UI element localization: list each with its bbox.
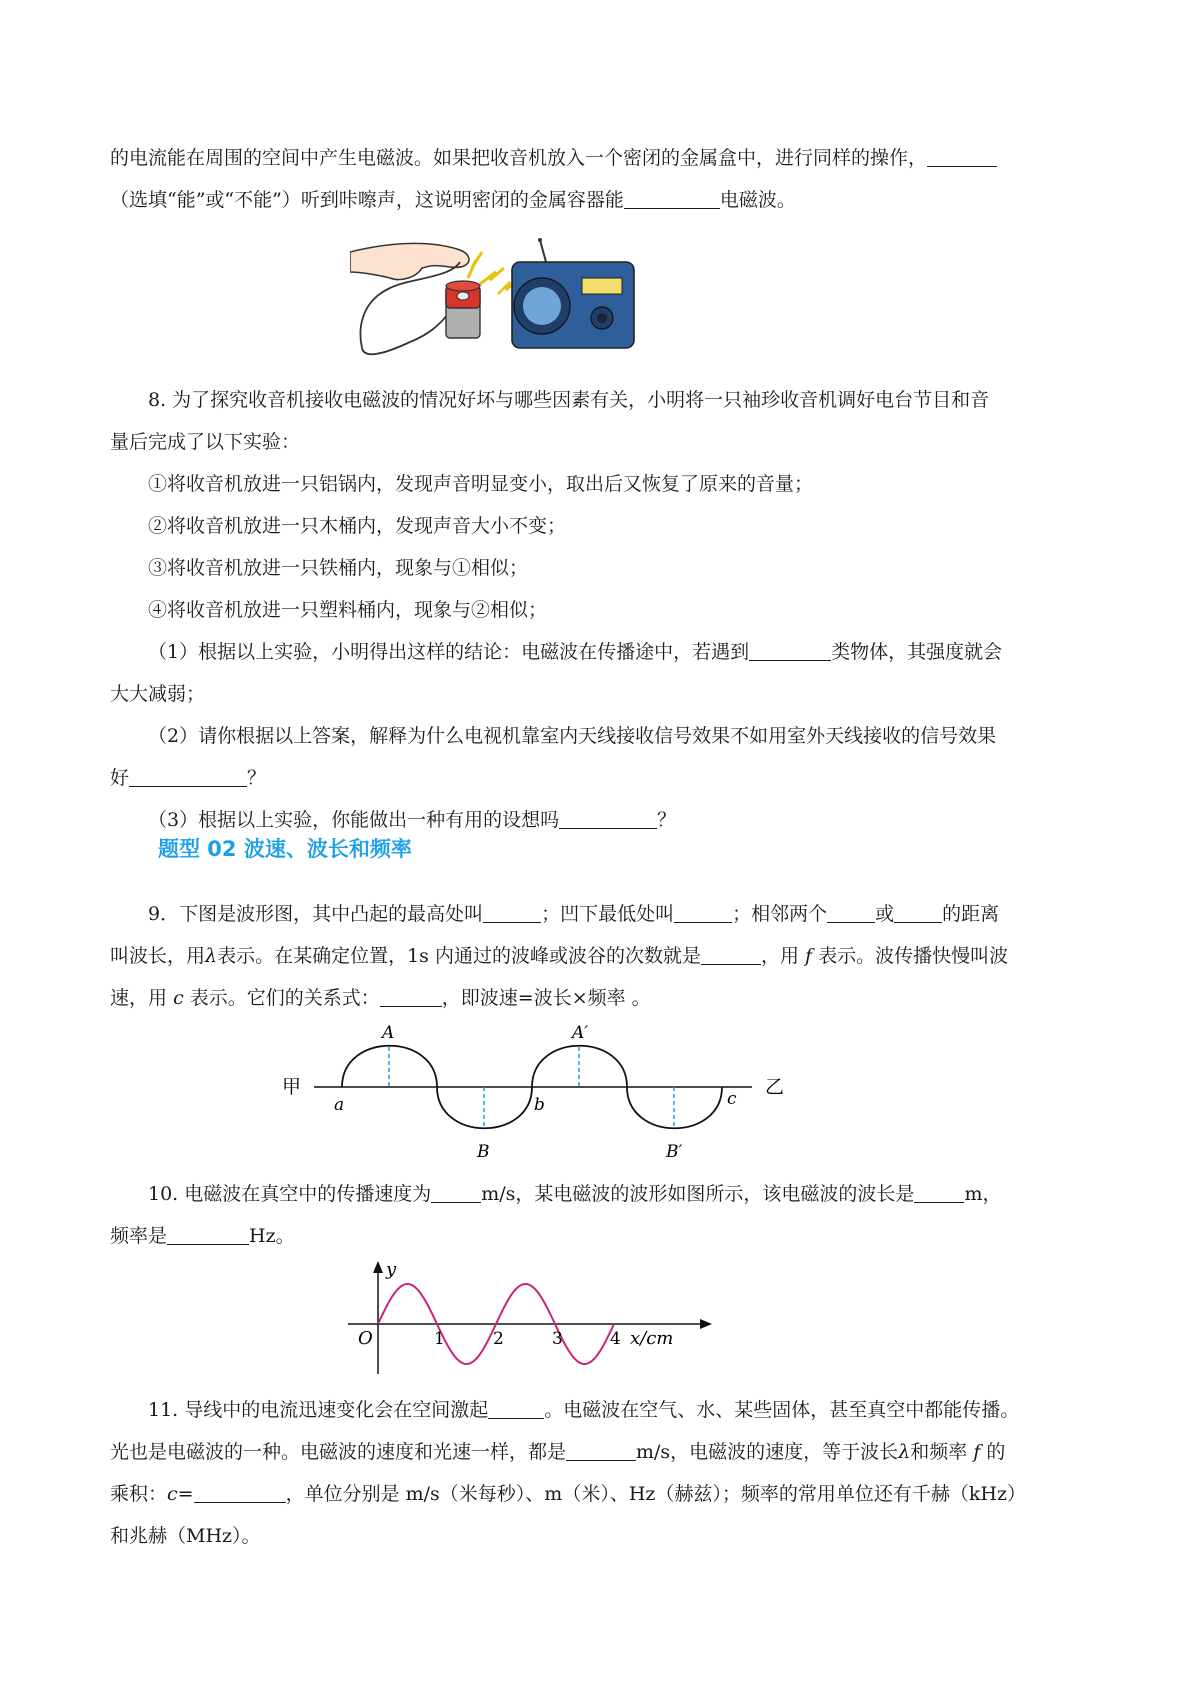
tick-label-1: 1: [434, 1329, 445, 1349]
answer-blank[interactable]: [624, 188, 720, 209]
q10-line-1: 10. 电磁波在真空中的传播速度为 m/s，某电磁波的波形如图所示，该电磁波的波长是 m，: [148, 1183, 1002, 1205]
q8-item-3: ③将收音机放进一只铁桶内，现象与①相似；: [148, 557, 529, 579]
q8-item-1: ①将收音机放进一只铝锅内，发现声音明显变小，取出后又恢复了原来的音量；: [148, 473, 814, 495]
q9-line-2: 叫波长，用λ表示。在某确定位置，1s 内通过的波峰或波谷的次数就是 ，用 f 表示。波传播快慢叫波: [110, 945, 1009, 967]
answer-blank[interactable]: [674, 902, 732, 923]
answer-blank[interactable]: [431, 1182, 481, 1203]
q11-line-3: 乘积：c= ，单位分别是 m/s（米每秒）、m（米）、Hz（赫兹）；频率的常用单位还有千赫（kHz）: [110, 1483, 1026, 1505]
answer-blank[interactable]: [194, 1482, 286, 1503]
section-heading: 题型 02 波速、波长和频率: [158, 837, 412, 861]
q8-sub-1: （1）根据以上实验，小明得出这样的结论：电磁波在传播途中，若遇到 类物体，其强度就会: [148, 641, 1003, 663]
q8-item-2: ②将收音机放进一只木桶内，发现声音大小不变；: [148, 515, 567, 537]
sine-wave-figure: [340, 1258, 740, 1378]
label-left: 甲: [282, 1076, 302, 1098]
q8-stem-line-2: 量后完成了以下实验：: [110, 431, 301, 453]
q9-line-1: 9．下图是波形图，其中凸起的最高处叫 ；凹下最低处叫 ；相邻两个 或 的距离: [148, 903, 1000, 925]
label-B-prime: B′: [666, 1142, 683, 1162]
label-A: A: [382, 1023, 395, 1043]
origin-label: O: [358, 1328, 373, 1349]
q11-line-2: 光也是电磁波的一种。电磁波的速度和光速一样，都是 m/s，电磁波的速度，等于波长λ和频率 f 的: [110, 1441, 1006, 1463]
q9-line-3: 速，用 c 表示。它们的关系式： ，即波速=波长×频率 。: [110, 987, 651, 1009]
answer-blank[interactable]: [927, 146, 997, 167]
answer-blank[interactable]: [483, 902, 541, 923]
x-label: x/cm: [630, 1328, 674, 1349]
answer-blank[interactable]: [559, 808, 657, 829]
x-axis-arrow: [700, 1319, 712, 1329]
label-A-prime: A′: [572, 1023, 589, 1043]
q10-line-2: 频率是 Hz。: [110, 1225, 295, 1247]
answer-blank[interactable]: [129, 766, 247, 787]
q8-sub-1-cont: 大大减弱；: [110, 683, 206, 705]
answer-blank[interactable]: [701, 944, 761, 965]
answer-blank[interactable]: [827, 902, 875, 923]
label-a: a: [334, 1095, 345, 1115]
answer-blank[interactable]: [488, 1398, 544, 1419]
q8-item-4: ④将收音机放进一只塑料桶内，现象与②相似；: [148, 599, 548, 621]
y-label: y: [386, 1259, 397, 1280]
tick-label-2: 2: [493, 1329, 504, 1349]
hand-icon: [350, 243, 469, 279]
label-c: c: [727, 1089, 737, 1109]
answer-blank[interactable]: [749, 640, 831, 661]
label-b: b: [534, 1095, 545, 1115]
q8-sub-3: （3）根据以上实验，你能做出一种有用的设想吗 ？: [148, 809, 677, 831]
answer-blank[interactable]: [894, 902, 942, 923]
answer-blank[interactable]: [167, 1224, 249, 1245]
answer-blank[interactable]: [914, 1182, 964, 1203]
y-axis-arrow: [373, 1261, 383, 1273]
answer-blank[interactable]: [380, 986, 442, 1007]
spark-icon: [480, 268, 504, 284]
q11-line-1: 11. 导线中的电流迅速变化会在空间激起 。电磁波在空气、水、某些固体，甚至真空中都能传播。: [148, 1399, 1020, 1421]
tick-label-4: 4: [610, 1329, 621, 1349]
q7-line-2: （选填“能”或“不能”）听到咔嚓声，这说明密闭的金属容器能 电磁波。: [110, 189, 796, 211]
radio-icon: [512, 238, 634, 348]
battery-icon: [446, 281, 480, 338]
answer-blank[interactable]: [566, 1440, 636, 1461]
spark-icon: [468, 252, 482, 278]
q7-line-1: 的电流能在周围的空间中产生电磁波。如果把收音机放入一个密闭的金属盒中，进行同样的操作，: [110, 138, 997, 178]
label-right: 乙: [765, 1076, 785, 1098]
tick-label-3: 3: [552, 1329, 563, 1349]
radio-battery-illustration: [350, 238, 640, 368]
q8-sub-2-cont: 好 ？: [110, 767, 267, 789]
waveform-figure: [272, 1020, 792, 1170]
q8-stem-line-1: 8. 为了探究收音机接收电磁波的情况好坏与哪些因素有关，小明将一只袖珍收音机调好电台节目和音: [148, 389, 990, 411]
q8-sub-2: （2）请你根据以上答案，解释为什么电视机靠室内天线接收信号效果不如用室外天线接收的信号效果: [148, 725, 997, 747]
q11-line-4: 和兆赫（MHz）。: [110, 1525, 261, 1547]
label-B: B: [477, 1142, 490, 1162]
